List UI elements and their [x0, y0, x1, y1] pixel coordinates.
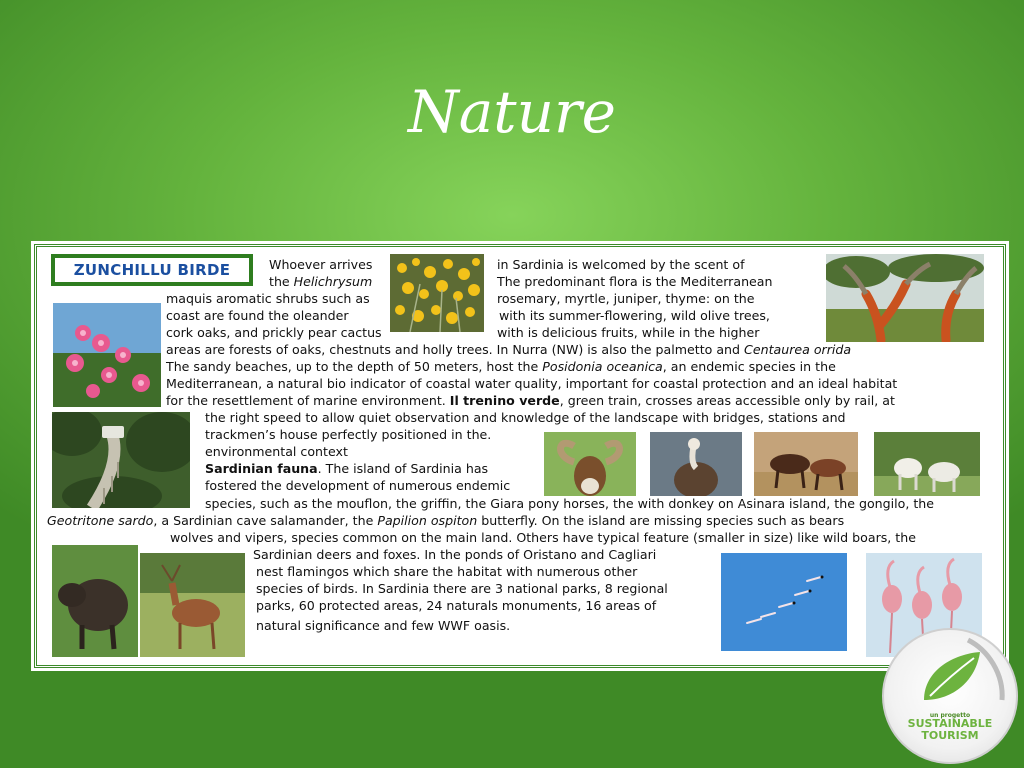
text-line: maquis aromatic shrubs such as [166, 291, 370, 306]
text-line: Mediterranean, a natural bio indicator of coastal water quality, important for coastal protection and an ideal habitat [166, 376, 898, 391]
text-line: wolves and vipers, species common on the main land. Others have typical feature (smaller in size) like wild boars, the [170, 530, 916, 545]
green-train-photo [52, 412, 190, 508]
sardinian-fauna-term: Sardinian fauna [205, 461, 318, 476]
green-train-term: Il trenino verde [449, 393, 560, 408]
text-line: Sardinian deers and foxes. In the ponds of Oristano and Cagliari [253, 547, 657, 562]
text-line: with is delicious fruits, while in the higher [497, 325, 760, 340]
wild-boar-photo [52, 545, 138, 657]
text-line: the right speed to allow quiet observation and knowledge of the landscape with bridges, stations and [205, 410, 846, 425]
text-line: Geotritone sardo, a Sardinian cave salamander, the Papilion ospiton butterfly. On the island are missing species such as bears [47, 513, 845, 528]
text-line: species, such as the mouflon, the griffin, the Giara pony horses, the with donkey on Asinara island, the gongilo, the [205, 496, 935, 511]
leaf-icon [884, 630, 1016, 762]
text-line: in Sardinia is welcomed by the scent of [497, 257, 745, 272]
text-line: Whoever arrives [269, 257, 373, 272]
sustainable-tourism-logo [882, 628, 1018, 764]
text-line: with its summer-flowering, wild olive trees, [499, 308, 770, 323]
text-line: environmental context [205, 444, 348, 459]
deer-photo [140, 553, 245, 657]
text-line: areas are forests of oaks, chestnuts and holly trees. In Nurra (NW) is also the palmetto and Centaurea orrida [166, 342, 852, 357]
helichrysum-photo [390, 254, 484, 332]
text-line: species of birds. In Sardinia there are 3 national parks, 8 regional [256, 581, 668, 596]
text-line: The sandy beaches, up to the depth of 50 meters, host the Posidonia oceanica, an endemic species in the [166, 359, 836, 374]
text-line: coast are found the oleander [166, 308, 349, 323]
text-line: trackmen’s house perfectly positioned in the. [205, 427, 492, 442]
oleander-photo [53, 303, 161, 407]
helichrysum-term: Helichrysum [293, 274, 373, 289]
text-line: for the resettlement of marine environment. Il trenino verde, green train, crosses areas accessible only by rail, at [166, 393, 895, 408]
mouflon-photo [544, 432, 636, 496]
text-line: fostered the development of numerous endemic [205, 478, 511, 493]
logo-line2: SUSTAINABLE TOURISM [907, 717, 993, 742]
text-line: nest flamingos which share the habitat with numerous other [256, 564, 638, 579]
griffin-vulture-photo [650, 432, 742, 496]
text-line: rosemary, myrtle, juniper, thyme: on the [497, 291, 755, 306]
text-line: cork oaks, and prickly pear cactus [166, 325, 382, 340]
flying-flamingos-photo [721, 553, 847, 651]
zunchillu-birde-label: ZUNCHILLU BIRDE [51, 254, 253, 286]
text-line: The predominant flora is the Mediterranean [497, 274, 773, 289]
giara-horses-photo [754, 432, 858, 496]
text-line: the Helichrysum [269, 274, 373, 289]
slide-title: Nature [407, 78, 617, 146]
text-line: Sardinian fauna. The island of Sardinia has [205, 461, 489, 476]
cork-oak-photo [826, 254, 984, 342]
white-donkeys-photo [874, 432, 980, 496]
logo-line1: un progetto [929, 712, 971, 719]
text-line: natural significance and few WWF oasis. [256, 618, 511, 633]
text-line: parks, 60 protected areas, 24 naturals monuments, 16 areas of [256, 598, 657, 613]
